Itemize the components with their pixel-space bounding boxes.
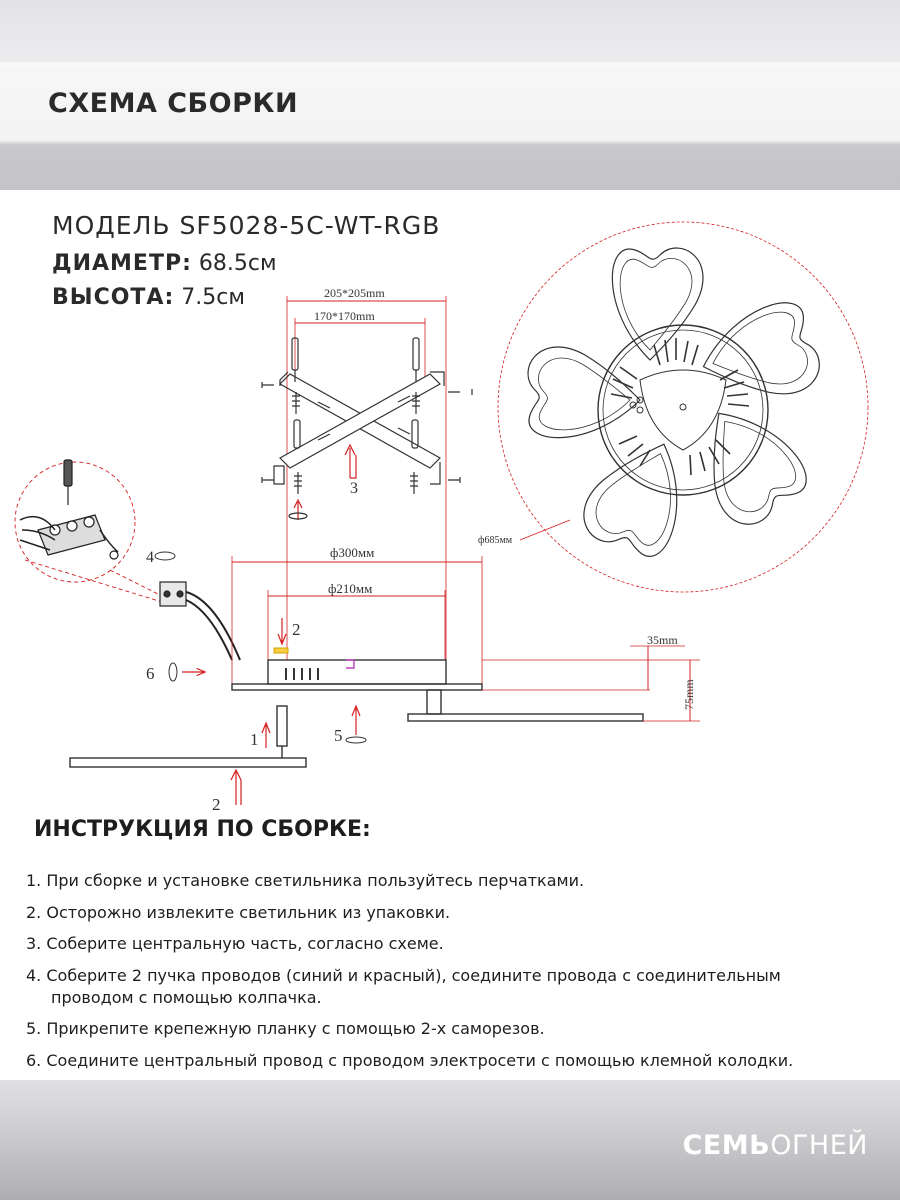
brand-part2: ОГНЕЙ [770,1130,868,1161]
instructions-title: ИНСТРУКЦИЯ ПО СБОРКЕ: [34,817,371,842]
dim-210: ф210мм [328,581,373,596]
diameter-label: ДИАМЕТР: [52,251,192,276]
lamp-top-view [498,222,868,592]
mounting-bracket [262,296,472,660]
instruction-step-line: 4. Соберите 2 пучка проводов (синий и красный), соедините провода с соединительным [26,965,781,985]
step-4-label: 4 [146,549,154,566]
step-6-label: 6 [146,664,155,683]
instructions-list [26,870,793,1072]
step-1-label: 1 [250,730,259,749]
height-value: 7.5см [181,285,245,310]
height-label: ВЫСОТА: [52,285,175,310]
dim-300: ф300мм [330,545,375,560]
dim-35: 35mm [647,633,678,647]
wiring-detail [15,460,240,660]
step-2-label-b: 2 [212,795,221,814]
brand-part1: СЕМЬ [682,1130,771,1161]
page-title: СХЕМА СБОРКИ [48,88,299,119]
dim-170: 170*170mm [314,309,375,323]
rotate-icon [155,552,175,560]
dim-205: 205*205mm [324,286,385,300]
instruction-step: 3. Соберите центральную часть, согласно схеме. [26,934,444,953]
instruction-step: 2. Осторожно извлеките светильник из упаковки. [26,902,451,922]
model-value: SF5028-5C-WT-RGB [179,211,441,240]
instruction-step [26,965,793,1009]
step-3-label: 3 [350,480,358,497]
step-2-label-a: 2 [292,620,301,639]
instruction-step: 6. Соедините центральный провод с проводом электросети с помощью клемной колодки. [26,1050,794,1070]
diameter-value: 68.5см [198,251,277,276]
instruction-step-line-cont: проводом с помощью колпачка. [51,987,322,1007]
dim-75: 75mm [682,679,696,710]
instruction-step: 1. При сборке и установке светильника пользуйтесь перчатками. [26,871,585,890]
instruction-step: 5. Прикрепите крепежную планку с помощью 2-х саморезов. [26,1019,545,1038]
step-5-label: 5 [334,726,343,745]
dim-685: ф685мм [478,535,513,546]
brand-logo [683,1130,869,1161]
model-label: МОДЕЛЬ [52,211,171,240]
